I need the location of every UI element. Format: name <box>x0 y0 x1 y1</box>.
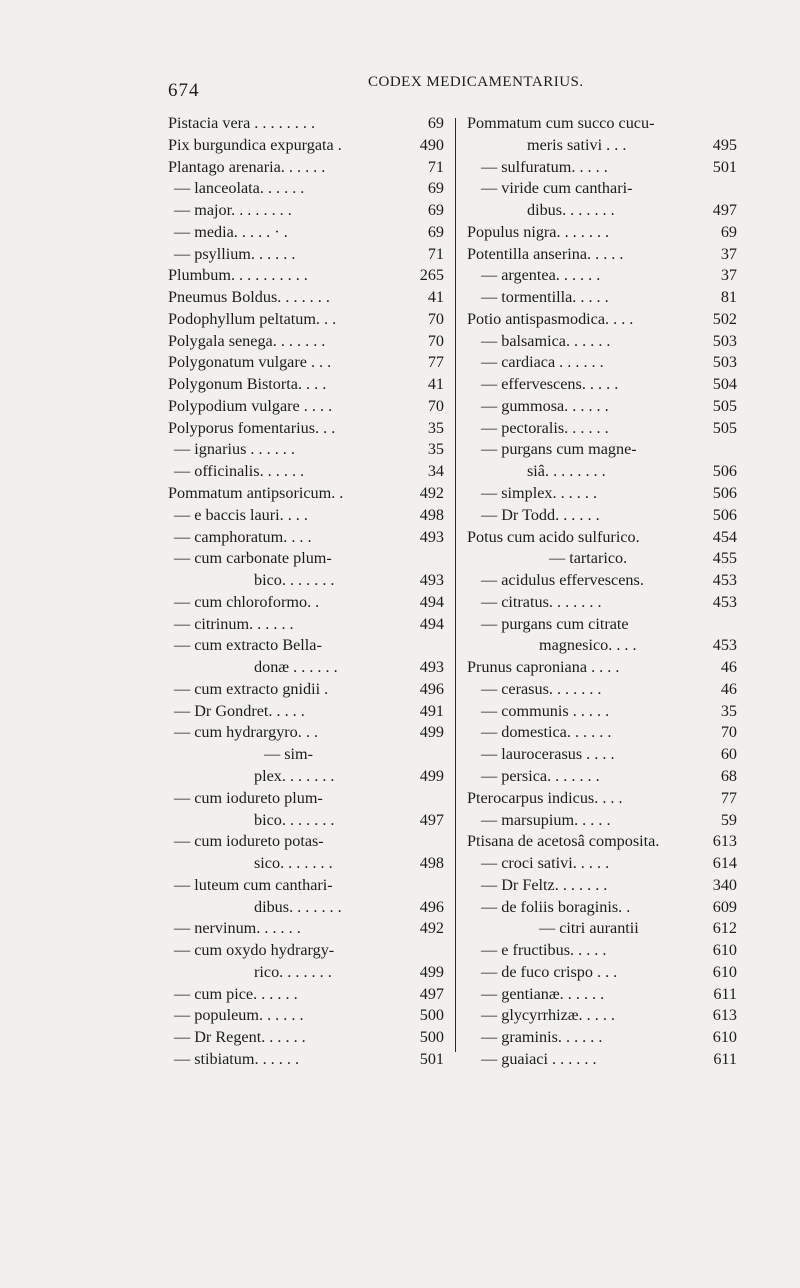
entry-page-number: 501 <box>417 1049 444 1071</box>
entry-page-number: 609 <box>710 897 737 919</box>
entry-text: — e baccis lauri. . . . <box>174 505 308 524</box>
entry-page-number: 497 <box>417 810 444 832</box>
entry-text: Prunus caproniana . . . . <box>467 658 620 677</box>
index-entry <box>168 396 444 418</box>
entry-text: — luteum cum canthari- <box>174 875 333 894</box>
entry-page-number: 503 <box>710 331 737 353</box>
index-entry <box>168 265 444 287</box>
index-column-right <box>467 113 737 1071</box>
index-entry <box>467 439 737 461</box>
index-entry <box>168 744 444 766</box>
entry-page-number: 69 <box>425 222 444 244</box>
index-entry <box>168 222 444 244</box>
entry-text: — nervinum. . . . . . <box>174 919 301 938</box>
entry-text: — guaiaci . . . . . . <box>481 1049 597 1068</box>
index-entry <box>467 548 737 570</box>
entry-text: Pommatum antipsoricum. . <box>168 484 344 503</box>
entry-page-number: 46 <box>718 679 737 701</box>
index-entry <box>168 200 444 222</box>
entry-page-number: 455 <box>710 548 737 570</box>
entry-text: siâ. . . . . . . . <box>527 462 606 481</box>
entry-page-number: 453 <box>710 570 737 592</box>
entry-page-number: 454 <box>710 527 737 549</box>
entry-page-number: 265 <box>417 265 444 287</box>
entry-text: Polygala senega. . . . . . . <box>168 331 326 350</box>
entry-text: — purgans cum citrate <box>481 614 629 633</box>
entry-page-number: 500 <box>417 1027 444 1049</box>
entry-page-number: 68 <box>718 766 737 788</box>
entry-text: — sim- <box>264 745 314 764</box>
entry-text: dibus. . . . . . . <box>527 201 615 220</box>
index-entry <box>467 984 737 1006</box>
index-entry <box>168 352 444 374</box>
entry-text: Pterocarpus indicus. . . . <box>467 788 623 807</box>
entry-page-number: 340 <box>710 875 737 897</box>
entry-page-number: 610 <box>710 940 737 962</box>
entry-text: — acidulus effervescens. <box>481 571 644 590</box>
entry-page-number: 501 <box>710 157 737 179</box>
entry-page-number: 69 <box>718 222 737 244</box>
index-entry <box>467 396 737 418</box>
index-entry <box>467 897 737 919</box>
entry-text: — citri aurantii <box>539 919 639 938</box>
index-entry <box>168 157 444 179</box>
entry-text: — de fuco crispo . . . <box>481 962 618 981</box>
entry-text: — Dr Regent. . . . . . <box>174 1028 306 1047</box>
index-entry <box>168 853 444 875</box>
entry-page-number: 497 <box>710 200 737 222</box>
entry-text: — pectoralis. . . . . . <box>481 418 609 437</box>
entry-page-number: 496 <box>417 897 444 919</box>
entry-text: — cum chloroformo. . <box>174 592 320 611</box>
entry-page-number: 59 <box>718 810 737 832</box>
index-entry <box>467 265 737 287</box>
entry-text: — tormentilla. . . . . <box>481 288 609 307</box>
index-entry <box>168 1049 444 1071</box>
entry-text: — croci sativi. . . . . <box>481 854 610 873</box>
entry-text: — domestica. . . . . . <box>481 723 612 742</box>
index-entry <box>467 244 737 266</box>
entry-text: — cum iodureto plum- <box>174 788 323 807</box>
entry-text: Pommatum cum succo cucu- <box>467 114 655 132</box>
index-entry <box>168 374 444 396</box>
index-entry <box>168 570 444 592</box>
entry-page-number: 610 <box>710 1027 737 1049</box>
entry-text: Pix burgundica expurgata . <box>168 135 342 154</box>
index-entry <box>168 331 444 353</box>
index-entry <box>467 744 737 766</box>
index-entry <box>467 135 737 157</box>
index-entry <box>467 1027 737 1049</box>
entry-page-number: 499 <box>417 962 444 984</box>
index-entry <box>467 831 737 853</box>
entry-text: meris sativi . . . <box>527 135 627 154</box>
entry-page-number: 613 <box>710 831 737 853</box>
index-entry <box>168 483 444 505</box>
entry-page-number: 70 <box>425 331 444 353</box>
index-entry <box>467 1049 737 1071</box>
entry-text: — sulfuratum. . . . . <box>481 157 608 176</box>
index-entry <box>168 635 444 657</box>
entry-text: — lanceolata. . . . . . <box>174 179 305 198</box>
index-entry <box>467 962 737 984</box>
entry-text: — purgans cum magne- <box>481 440 637 459</box>
entry-page-number: 453 <box>710 592 737 614</box>
entry-text: Podophyllum peltatum. . . <box>168 309 337 328</box>
index-entry <box>467 701 737 723</box>
index-entry <box>168 701 444 723</box>
entry-page-number: 71 <box>425 157 444 179</box>
index-entry <box>467 918 737 940</box>
entry-text: rico. . . . . . . <box>254 962 332 981</box>
index-entry <box>467 483 737 505</box>
index-entry <box>168 113 444 135</box>
entry-page-number: 492 <box>417 918 444 940</box>
entry-page-number: 495 <box>710 135 737 157</box>
entry-page-number: 498 <box>417 853 444 875</box>
entry-page-number: 611 <box>710 1049 737 1071</box>
entry-text: — citratus. . . . . . . <box>481 592 602 611</box>
entry-page-number: 493 <box>417 657 444 679</box>
entry-page-number: 491 <box>417 701 444 723</box>
entry-text: — argentea. . . . . . <box>481 266 601 285</box>
entry-text: — graminis. . . . . . <box>481 1028 603 1047</box>
index-entry <box>168 527 444 549</box>
entry-page-number: 69 <box>425 178 444 200</box>
entry-text: — persica. . . . . . . <box>481 766 600 785</box>
entry-page-number: 506 <box>710 505 737 527</box>
index-entry <box>467 527 737 549</box>
column-divider <box>455 118 456 1052</box>
index-entry <box>467 505 737 527</box>
index-entry <box>467 570 737 592</box>
entry-page-number: 41 <box>425 374 444 396</box>
entry-page-number: 37 <box>718 265 737 287</box>
entry-page-number: 494 <box>417 592 444 614</box>
entry-page-number: 35 <box>425 418 444 440</box>
entry-page-number: 497 <box>417 984 444 1006</box>
index-entry <box>168 788 444 810</box>
index-entry <box>168 287 444 309</box>
entry-page-number: 505 <box>710 418 737 440</box>
entry-text: — cum hydrargyro. . . <box>174 723 319 742</box>
entry-page-number: 504 <box>710 374 737 396</box>
index-entry <box>467 592 737 614</box>
entry-text: — tartarico. <box>549 549 628 568</box>
index-entry <box>168 135 444 157</box>
entry-page-number: 69 <box>425 200 444 222</box>
index-entry <box>168 1027 444 1049</box>
entry-text: Polypodium vulgare . . . . <box>168 396 333 415</box>
entry-text: Plantago arenaria. . . . . . <box>168 157 326 176</box>
entry-page-number: 46 <box>718 657 737 679</box>
entry-text: — citrinum. . . . . . <box>174 614 294 633</box>
index-entry <box>467 113 737 135</box>
entry-page-number: 493 <box>417 570 444 592</box>
index-entry <box>467 200 737 222</box>
entry-page-number: 70 <box>425 309 444 331</box>
entry-text: — Dr Feltz. . . . . . . <box>481 875 608 894</box>
entry-page-number: 493 <box>417 527 444 549</box>
index-entry <box>168 505 444 527</box>
entry-text: Populus nigra. . . . . . . <box>467 222 610 241</box>
entry-page-number: 35 <box>425 439 444 461</box>
entry-text: Potus cum acido sulfurico. <box>467 527 640 546</box>
entry-text: — marsupium. . . . . <box>481 810 611 829</box>
index-entry <box>467 309 737 331</box>
entry-text: — cum iodureto potas- <box>174 832 324 851</box>
index-entry <box>168 875 444 897</box>
entry-text: — cerasus. . . . . . . <box>481 679 602 698</box>
entry-text: donæ . . . . . . <box>254 658 338 677</box>
entry-text: Polygonatum vulgare . . . <box>168 353 332 372</box>
entry-page-number: 490 <box>417 135 444 157</box>
index-entry <box>168 918 444 940</box>
entry-page-number: 37 <box>718 244 737 266</box>
entry-page-number: 614 <box>710 853 737 875</box>
index-entry <box>467 940 737 962</box>
index-entry <box>467 178 737 200</box>
index-entry <box>168 592 444 614</box>
index-entry <box>467 722 737 744</box>
entry-page-number: 69 <box>425 113 444 135</box>
entry-page-number: 498 <box>417 505 444 527</box>
index-entry <box>168 810 444 832</box>
index-entry <box>467 635 737 657</box>
entry-page-number: 499 <box>417 722 444 744</box>
entry-text: — psyllium. . . . . . <box>174 244 296 263</box>
entry-page-number: 60 <box>718 744 737 766</box>
entry-page-number: 492 <box>417 483 444 505</box>
entry-page-number: 35 <box>718 701 737 723</box>
entry-text: sico. . . . . . . <box>254 854 333 873</box>
index-entry <box>168 984 444 1006</box>
entry-page-number: 506 <box>710 483 737 505</box>
index-entry <box>467 418 737 440</box>
entry-text: — major. . . . . . . . <box>174 201 292 220</box>
index-entry <box>168 722 444 744</box>
index-entry <box>168 962 444 984</box>
index-entry <box>467 853 737 875</box>
entry-text: Pistacia vera . . . . . . . . <box>168 114 315 132</box>
entry-text: — gummosa. . . . . . <box>481 396 609 415</box>
index-entry <box>467 374 737 396</box>
index-entry <box>168 178 444 200</box>
entry-page-number: 612 <box>710 918 737 940</box>
index-entry <box>168 548 444 570</box>
index-entry <box>168 831 444 853</box>
page-number: 674 <box>168 80 200 101</box>
entry-page-number: 503 <box>710 352 737 374</box>
index-entry <box>467 157 737 179</box>
entry-text: — camphoratum. . . . <box>174 527 312 546</box>
index-column-left <box>168 113 444 1071</box>
entry-page-number: 70 <box>425 396 444 418</box>
entry-text: Polyporus fomentarius. . . <box>168 418 336 437</box>
entry-page-number: 77 <box>718 788 737 810</box>
index-entry <box>467 352 737 374</box>
index-entry <box>467 222 737 244</box>
index-entry <box>168 679 444 701</box>
index-entry <box>467 461 737 483</box>
entry-text: — media. . . . . · . <box>174 222 288 241</box>
entry-page-number: 505 <box>710 396 737 418</box>
entry-text: — officinalis. . . . . . <box>174 462 305 481</box>
index-entry <box>168 418 444 440</box>
entry-page-number: 81 <box>718 287 737 309</box>
index-entry <box>168 940 444 962</box>
entry-text: Potentilla anserina. . . . . <box>467 244 624 263</box>
entry-page-number: 500 <box>417 1005 444 1027</box>
entry-text: plex. . . . . . . <box>254 766 335 785</box>
entry-text: — cum pice. . . . . . <box>174 984 298 1003</box>
entry-page-number: 34 <box>425 461 444 483</box>
entry-text: Pneumus Boldus. . . . . . . <box>168 288 330 307</box>
index-entry <box>467 788 737 810</box>
entry-text: — effervescens. . . . . <box>481 375 619 394</box>
index-entry <box>168 461 444 483</box>
index-entry <box>467 810 737 832</box>
index-entry <box>168 1005 444 1027</box>
entry-page-number: 77 <box>425 352 444 374</box>
entry-text: — balsamica. . . . . . <box>481 331 611 350</box>
index-entry <box>467 875 737 897</box>
index-entry <box>467 679 737 701</box>
entry-text: — glycyrrhizæ. . . . . <box>481 1006 615 1025</box>
entry-page-number: 496 <box>417 679 444 701</box>
entry-page-number: 613 <box>710 1005 737 1027</box>
entry-text: — populeum. . . . . . <box>174 1006 304 1025</box>
entry-text: — de foliis boraginis. . <box>481 897 631 916</box>
entry-text: magnesico. . . . <box>539 636 637 655</box>
entry-page-number: 41 <box>425 287 444 309</box>
index-entry <box>168 897 444 919</box>
entry-text: — ignarius . . . . . . <box>174 440 295 459</box>
index-entry <box>467 331 737 353</box>
entry-page-number: 453 <box>710 635 737 657</box>
index-entry <box>467 1005 737 1027</box>
entry-text: — gentianæ. . . . . . <box>481 984 605 1003</box>
entry-text: — Dr Todd. . . . . . <box>481 505 600 524</box>
entry-page-number: 506 <box>710 461 737 483</box>
entry-text: dibus. . . . . . . <box>254 897 342 916</box>
entry-text: — cum extracto gnidii . <box>174 679 329 698</box>
entry-page-number: 70 <box>718 722 737 744</box>
running-head: CODEX MEDICAMENTARIUS. <box>368 74 584 90</box>
entry-text: — cum carbonate plum- <box>174 549 332 568</box>
entry-text: — e fructibus. . . . . <box>481 941 607 960</box>
entry-text: Plumbum. . . . . . . . . . <box>168 266 308 285</box>
entry-page-number: 611 <box>710 984 737 1006</box>
index-entry <box>168 614 444 636</box>
entry-text: — communis . . . . . <box>481 701 610 720</box>
entry-page-number: 494 <box>417 614 444 636</box>
entry-text: — simplex. . . . . . <box>481 484 598 503</box>
entry-text: — laurocerasus . . . . <box>481 745 615 764</box>
entry-text: — cum extracto Bella- <box>174 636 322 655</box>
entry-text: Polygonum Bistorta. . . . <box>168 375 327 394</box>
entry-page-number: 71 <box>425 244 444 266</box>
index-entry <box>168 439 444 461</box>
entry-page-number: 499 <box>417 766 444 788</box>
index-entry <box>168 766 444 788</box>
entry-text: — Dr Gondret. . . . . <box>174 701 305 720</box>
index-entry <box>168 657 444 679</box>
index-entry <box>168 309 444 331</box>
entry-text: — viride cum canthari- <box>481 179 633 198</box>
entry-text: bico. . . . . . . <box>254 810 335 829</box>
entry-page-number: 502 <box>710 309 737 331</box>
index-entry <box>467 287 737 309</box>
entry-text: Ptisana de acetosâ composita. <box>467 832 660 851</box>
entry-text: Potio antispasmodica. . . . <box>467 309 634 328</box>
entry-page-number: 610 <box>710 962 737 984</box>
index-entry <box>168 244 444 266</box>
index-entry <box>467 614 737 636</box>
entry-text: — stibiatum. . . . . . <box>174 1049 300 1068</box>
entry-text: bico. . . . . . . <box>254 571 335 590</box>
entry-text: — cardiaca . . . . . . <box>481 353 604 372</box>
entry-text: — cum oxydo hydrargy- <box>174 941 335 960</box>
index-entry <box>467 766 737 788</box>
index-entry <box>467 657 737 679</box>
